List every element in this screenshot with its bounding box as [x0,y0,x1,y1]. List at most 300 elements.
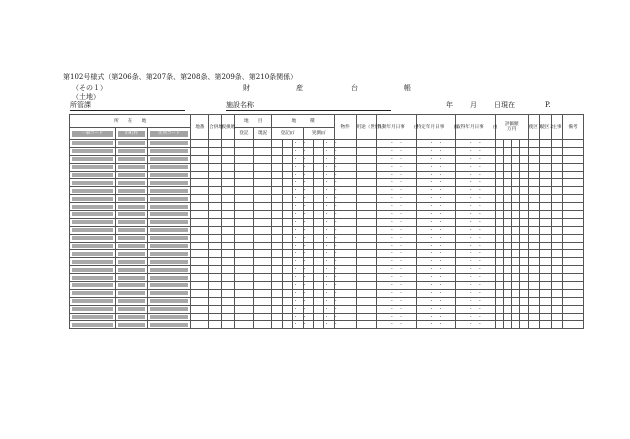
table-cell [540,211,551,219]
table-cell [235,211,254,219]
table-cell: ・ ・ [416,218,455,226]
table-cell [503,187,511,195]
table-cell: ・ ・ [456,155,495,163]
table-cell [540,147,551,155]
table-cell [495,155,503,163]
table-cell [495,163,503,171]
table-row [70,155,584,163]
municipality-cell [115,313,147,321]
table-cell [528,179,539,187]
change-date-header: 異動年月日事 由 [377,115,416,140]
area-header: 地 積 [272,115,334,128]
table-cell [235,226,254,234]
table-cell [520,266,528,274]
table-cell [520,195,528,203]
table-cell [272,266,282,274]
table-cell: ・ ・ [456,266,495,274]
table-cell [503,171,511,179]
table-cell: ・ ・ [324,267,339,273]
parcel-code-cell [70,242,116,250]
parcel-code-cell [70,187,116,195]
table-cell: ・ ・ [416,289,455,297]
table-cell [520,234,528,242]
table-cell [512,140,520,148]
table-cell [209,258,221,266]
table-cell [520,211,528,219]
table-cell [282,187,292,195]
table-cell [272,258,282,266]
table-cell [235,313,254,321]
table-cell [272,305,282,313]
parcel-code-cell [70,258,116,266]
table-cell [235,155,254,163]
table-row [70,140,584,148]
redacted-code-bar [72,268,113,272]
table-row [70,147,584,155]
table-cell: ・ ・ [377,218,416,226]
table-cell [221,274,234,282]
table-cell: ・ ・ [377,226,416,234]
table-cell [356,187,377,195]
parcel-code-cell [70,171,116,179]
parcel-code-cell [70,203,116,211]
table-cell [503,258,511,266]
table-cell [540,250,551,258]
redacted-code-bar [150,220,189,224]
redacted-code-bar [72,220,113,224]
table-cell [282,242,292,250]
table-cell [313,203,323,211]
table-cell: ・ ・ [377,147,416,155]
form-kind: （土地） [72,93,100,101]
address-code-cell [147,163,191,171]
table-cell [503,313,511,321]
address-code-cell [147,211,191,219]
table-cell: ・ ・ [456,140,495,148]
table-cell [272,250,282,258]
redacted-code-bar [150,149,189,153]
table-cell [209,211,221,219]
redacted-code-bar [72,299,113,303]
municipality-cell [115,289,147,297]
table-cell [191,171,209,179]
table-cell [221,297,234,305]
redacted-code-bar [118,157,145,161]
table-row [70,171,584,179]
redacted-code-bar [118,173,145,177]
table-cell [356,211,377,219]
table-cell: ・ ・ [416,250,455,258]
table-cell: ・ ・ [324,282,339,288]
table-cell: ・ ・ [293,164,307,170]
parcel-code-cell [70,155,116,163]
table-cell [191,195,209,203]
table-cell [313,313,323,321]
table-cell [563,242,584,250]
table-cell: ・ ・ [377,282,416,290]
use-class-2-header: 使区２ [540,115,551,140]
table-cell [512,289,520,297]
address-code-cell [147,274,191,282]
table-cell [209,242,221,250]
table-cell [563,289,584,297]
table-cell [503,203,511,211]
table-row [70,203,584,211]
table-cell [272,218,282,226]
table-cell [313,187,323,195]
table-cell: ・ ・ [293,298,307,304]
table-cell: ・ ・ [293,204,307,210]
table-cell [528,250,539,258]
address-code-cell [147,321,191,329]
municipality-cell [115,282,147,290]
table-cell [528,289,539,297]
table-cell [551,250,562,258]
redacted-code-bar [118,205,145,209]
table-cell [221,234,234,242]
table-cell [313,297,323,305]
table-cell [221,140,234,148]
table-cell: ・ ・ [377,266,416,274]
use-class-1-header: 使区１ [528,115,539,140]
table-cell [221,187,234,195]
table-row [70,250,584,258]
table-cell [495,147,503,155]
table-cell [520,258,528,266]
table-cell: ・ ・ [456,258,495,266]
table-cell [495,266,503,274]
table-cell: ・ ・ [377,321,416,329]
table-cell [356,305,377,313]
table-row [70,234,584,242]
table-cell [512,305,520,313]
table-cell: ・ ・ [416,155,455,163]
table-cell [191,226,209,234]
table-cell [272,203,282,211]
table-cell: ・ ・ [377,234,416,242]
table-cell: ・ ・ [324,156,339,162]
table-cell [253,234,272,242]
table-cell [512,266,520,274]
table-cell [272,242,282,250]
table-cell: ・ ・ [456,171,495,179]
table-cell: ・ ・ [416,274,455,282]
table-cell [282,155,292,163]
table-row [70,179,584,187]
table-cell [563,274,584,282]
table-cell [563,297,584,305]
address-code-cell [147,297,191,305]
table-cell [356,234,377,242]
parcel-code-cell [70,289,116,297]
table-cell [282,211,292,219]
table-cell [191,289,209,297]
table-row [70,226,584,234]
table-cell [221,218,234,226]
table-cell: ・ ・ [377,179,416,187]
table-cell [282,163,292,171]
table-cell [528,242,539,250]
table-cell [540,195,551,203]
table-cell [563,171,584,179]
table-cell: ・ ・ [324,227,339,233]
table-cell [253,155,272,163]
table-cell: ・ ・ [377,187,416,195]
table-cell: ・ ・ [416,147,455,155]
table-cell [563,179,584,187]
table-cell [495,250,503,258]
redacted-code-bar [150,205,189,209]
table-cell: ・ ・ [377,211,416,219]
table-cell [563,226,584,234]
table-cell [551,203,562,211]
table-cell [495,203,503,211]
table-cell [512,234,520,242]
table-cell [512,282,520,290]
table-cell [235,250,254,258]
table-cell [528,282,539,290]
address-code-cell [147,171,191,179]
table-cell [528,187,539,195]
redacted-code-bar [118,268,145,272]
table-cell: ・ ・ [456,289,495,297]
parcel-code-cell [70,179,116,187]
table-cell [313,258,323,266]
redacted-code-bar [150,260,189,264]
table-cell [356,297,377,305]
table-cell [235,274,254,282]
redacted-code-bar [72,149,113,153]
table-cell [313,289,323,297]
table-cell: ・ ・ [377,250,416,258]
redacted-code-bar [150,283,189,287]
table-cell: ・ ・ [293,251,307,257]
table-cell [528,258,539,266]
table-cell [495,313,503,321]
table-cell [272,289,282,297]
table-row [70,242,584,250]
redacted-code-bar [150,268,189,272]
table-cell [551,282,562,290]
table-cell: ・ ・ [377,195,416,203]
property-ledger-table [69,114,584,329]
table-cell [503,226,511,234]
form-title: 第102号様式（第206条、第207条、第208条、第209条、第210条関係） [63,73,298,81]
table-cell [221,211,234,219]
table-cell [520,242,528,250]
table-cell [253,289,272,297]
table-cell [503,282,511,290]
table-cell [313,179,323,187]
municipality-cell [115,226,147,234]
table-cell [221,289,234,297]
table-cell: ・ ・ [293,282,307,288]
municipality-cell [115,140,147,148]
table-cell [551,195,562,203]
table-cell [512,258,520,266]
table-cell [235,321,254,329]
table-cell [528,274,539,282]
table-cell [495,274,503,282]
table-cell [512,155,520,163]
table-cell [313,195,323,203]
table-cell [356,155,377,163]
table-cell [209,234,221,242]
table-cell [209,282,221,290]
table-cell [191,218,209,226]
redacted-code-bar [118,189,145,193]
redacted-code-bar [118,141,145,145]
table-cell [528,313,539,321]
table-cell [313,171,323,179]
table-cell: ・ ・ [293,172,307,178]
table-cell [528,218,539,226]
table-cell [495,289,503,297]
table-cell [235,140,254,148]
table-cell [495,282,503,290]
parcel-code-cell [70,147,116,155]
redacted-code-bar [150,228,189,232]
table-cell: ・ ・ [324,298,339,304]
table-cell [563,218,584,226]
table-cell: ・ ・ [293,211,307,217]
table-cell [272,155,282,163]
remarks-header: 備考 [563,115,584,140]
table-cell [209,163,221,171]
table-cell [282,140,292,148]
municipality-cell [115,147,147,155]
parcel-code-cell [70,313,116,321]
table-cell: ・ ・ [293,148,307,154]
table-cell [191,297,209,305]
parcel-code-cell [70,195,116,203]
table-cell [253,211,272,219]
table-cell [191,305,209,313]
table-cell: ・ ・ [377,274,416,282]
table-cell: ・ ・ [456,250,495,258]
redacted-code-bar [118,260,145,264]
table-cell [313,226,323,234]
facility-underline [226,110,391,111]
table-cell [503,321,511,329]
table-cell [253,179,272,187]
redacted-code-bar [72,181,113,185]
table-cell [495,179,503,187]
redacted-code-bar [150,244,189,248]
address-code-cell [147,258,191,266]
table-cell: ・ ・ [416,226,455,234]
table-cell [512,195,520,203]
table-cell: ・ ・ [324,196,339,202]
table-cell [221,171,234,179]
table-cell: ・ ・ [324,275,339,281]
municipality-cell [115,297,147,305]
table-cell [282,218,292,226]
redacted-code-bar [150,173,189,177]
table-cell [313,250,323,258]
table-cell: ・ ・ [416,140,455,148]
table-cell [209,266,221,274]
table-cell: ・ ・ [324,306,339,312]
redacted-code-bar [150,236,189,240]
table-cell [191,266,209,274]
table-cell [253,140,272,148]
table-cell [495,171,503,179]
table-cell [209,147,221,155]
redacted-code-bar [118,197,145,201]
table-cell: ・ ・ [324,140,339,146]
table-cell [551,234,562,242]
table-cell [253,203,272,211]
table-cell [191,187,209,195]
table-cell [540,203,551,211]
table-row [70,274,584,282]
table-cell [356,195,377,203]
table-cell: ・ ・ [456,321,495,329]
table-cell: ・ ・ [416,211,455,219]
table-cell [235,163,254,171]
table-cell [563,155,584,163]
table-cell [528,163,539,171]
table-cell [356,179,377,187]
table-cell: ・ ・ [293,275,307,281]
table-cell [503,211,511,219]
table-cell: ・ ・ [377,163,416,171]
table-cell: ・ ・ [456,242,495,250]
table-cell [528,140,539,148]
table-cell [551,155,562,163]
table-cell: ・ ・ [324,188,339,194]
table-cell [356,289,377,297]
table-cell: ・ ・ [416,305,455,313]
municipality-cell [115,258,147,266]
table-cell [235,266,254,274]
table-cell: ・ ・ [324,235,339,241]
parcel-code-cell [70,305,116,313]
table-cell [253,147,272,155]
table-cell: ・ ・ [416,321,455,329]
table-cell [253,258,272,266]
table-row [70,187,584,195]
table-cell [503,155,511,163]
table-cell [503,140,511,148]
table-cell: ・ ・ [416,297,455,305]
table-cell: ・ ・ [416,258,455,266]
redacted-code-bar [118,220,145,224]
table-cell [253,282,272,290]
municipality-cell [115,250,147,258]
parcel-code-cell [70,250,116,258]
table-cell [209,218,221,226]
registered-category-header: 登記 [235,128,254,140]
table-cell [313,321,323,329]
table-cell [356,250,377,258]
table-cell [520,140,528,148]
table-cell: ・ ・ [293,243,307,249]
ledger-title-char-4: 帳 [404,84,411,92]
table-cell [272,234,282,242]
parcel-code-cell [70,140,116,148]
bukken-header: 物件 [334,115,356,140]
table-cell [520,179,528,187]
redacted-code-bar [118,283,145,287]
table-cell [209,321,221,329]
table-cell: ・ ・ [324,290,339,296]
valuation-header: 評価額 万円 [495,115,528,140]
table-cell [191,147,209,155]
redacted-code-bar [72,189,113,193]
table-cell: ・ ・ [456,313,495,321]
